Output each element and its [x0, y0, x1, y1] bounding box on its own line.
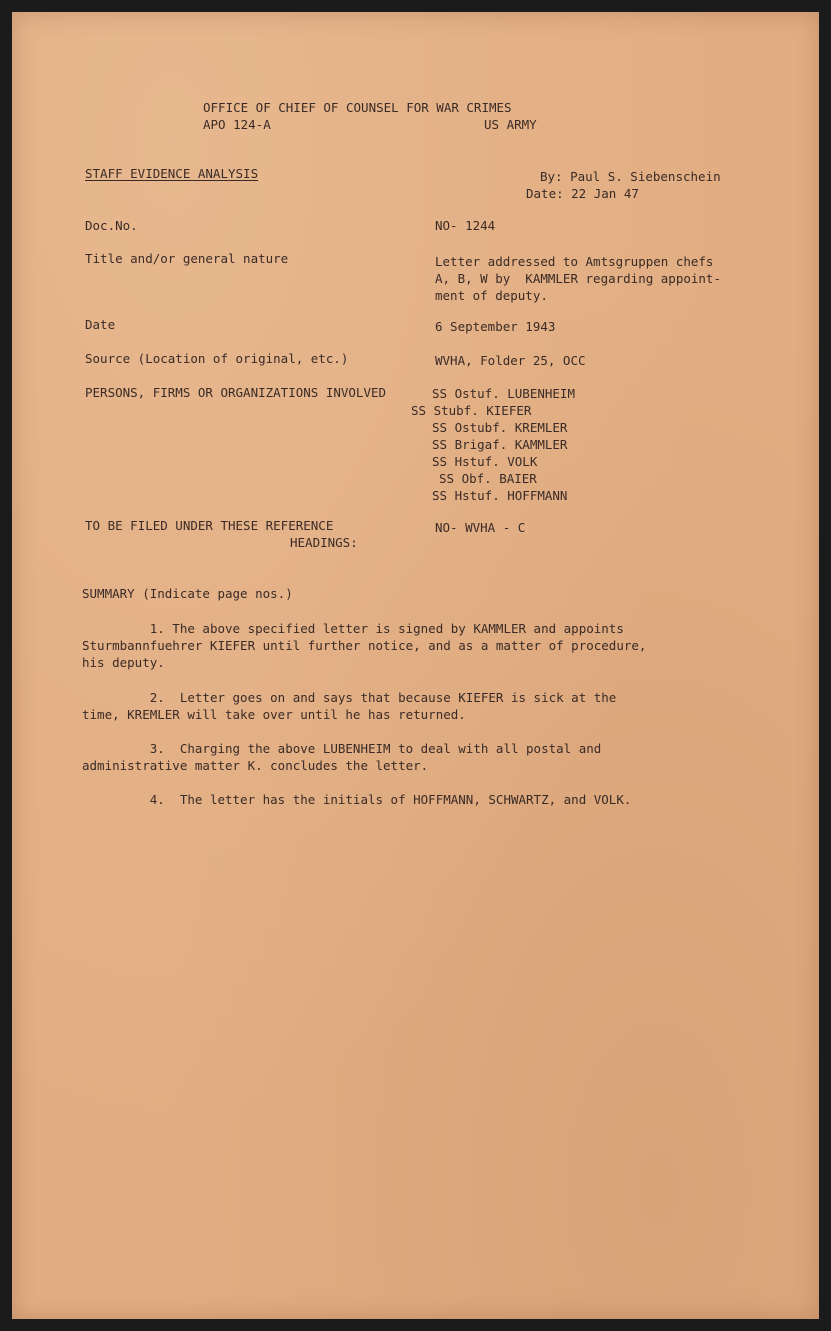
summary-heading: SUMMARY (Indicate page nos.)	[82, 586, 293, 601]
analyst-name: By: Paul S. Siebenschein	[540, 169, 721, 184]
persons-label: PERSONS, FIRMS OR ORGANIZATIONS INVOLVED	[85, 385, 387, 400]
doc-no-value: NO- 1244	[435, 218, 496, 233]
person-item: SS Ostuf. LUBENHEIM	[432, 386, 575, 401]
doc-no-label: Doc.No.	[85, 218, 138, 233]
summary-paragraph-3: 3. Charging the above LUBENHEIM to deal with all postal and administrative matter K. concludes the letter.	[82, 741, 602, 773]
title-label: Title and/or general nature	[85, 251, 289, 266]
summary-paragraph-4: 4. The letter has the initials of HOFFMANN, SCHWARTZ, and VOLK.	[82, 792, 632, 807]
source-value: WVHA, Folder 25, OCC	[435, 353, 586, 368]
filed-under-value: NO- WVHA - C	[435, 520, 526, 535]
person-item: SS Ostubf. KREMLER	[432, 420, 568, 435]
date-value: 6 September 1943	[435, 319, 556, 334]
office-title: OFFICE OF CHIEF OF COUNSEL FOR WAR CRIMES	[203, 100, 512, 115]
filed-under-label: TO BE FILED UNDER THESE REFERENCE	[85, 518, 334, 533]
analysis-date: Date: 22 Jan 47	[526, 186, 639, 201]
summary-paragraph-2: 2. Letter goes on and says that because KIEFER is sick at the time, KREMLER will take over until he has returned.	[82, 690, 617, 722]
summary-paragraph-1: 1. The above specified letter is signed by KAMMLER and appoints Sturmbannfuehrer KIEFER until further notice, and as a matter of procedure, his deputy.	[82, 621, 647, 670]
person-item: SS Obf. BAIER	[439, 471, 537, 486]
filed-under-label-headings: HEADINGS:	[290, 535, 358, 550]
title-value: Letter addressed to Amtsgruppen chefs A, B, W by KAMMLER regarding appoint- ment of deputy.	[435, 254, 721, 303]
source-label: Source (Location of original, etc.)	[85, 351, 349, 366]
person-item: SS Hstuf. HOFFMANN	[432, 488, 568, 503]
apo-number: APO 124-A	[203, 117, 271, 132]
army-label: US ARMY	[484, 117, 537, 132]
analysis-title: STAFF EVIDENCE ANALYSIS	[85, 166, 259, 181]
person-item: SS Brigaf. KAMMLER	[432, 437, 568, 452]
person-item: SS Hstuf. VOLK	[432, 454, 538, 469]
person-item: SS Stubf. KIEFER	[411, 403, 532, 418]
date-label: Date	[85, 317, 116, 332]
